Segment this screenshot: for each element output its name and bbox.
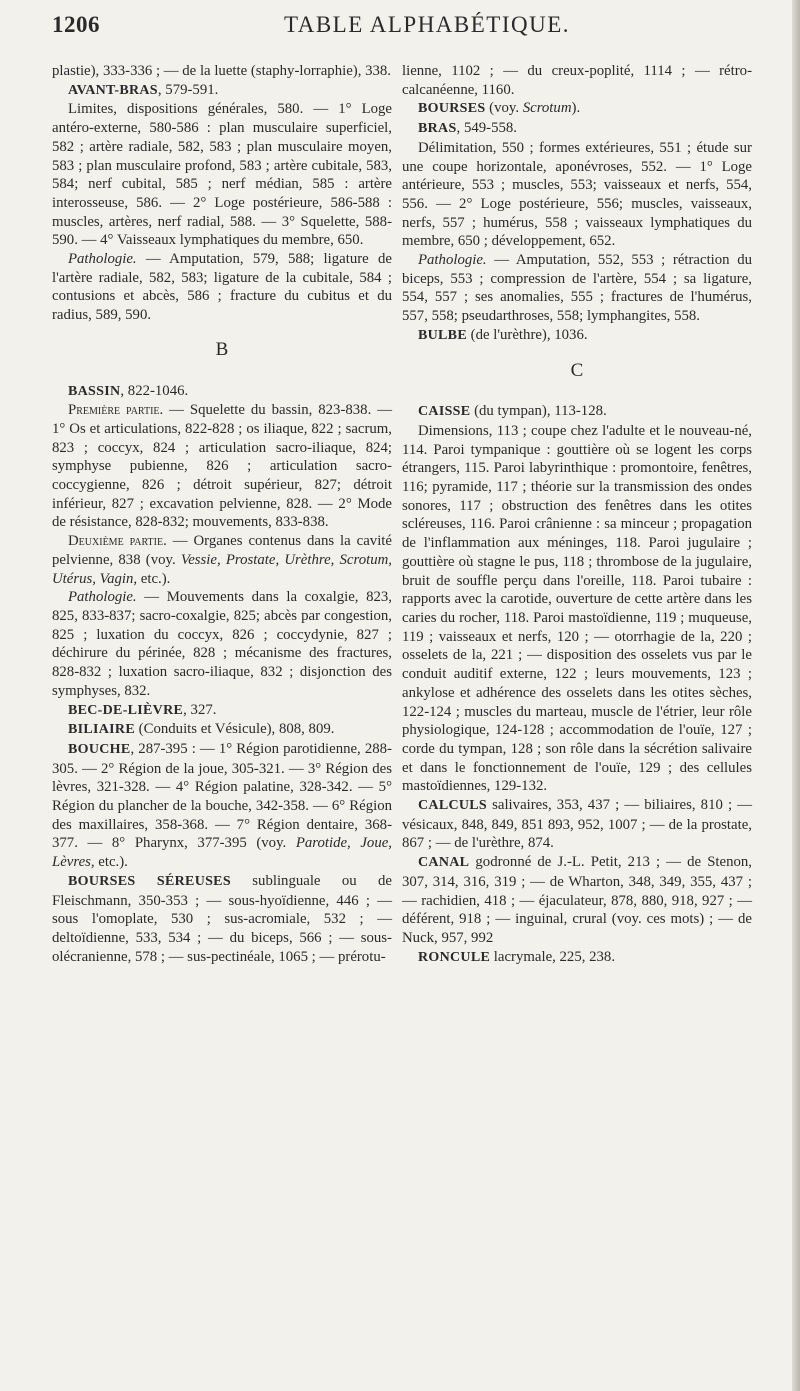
headword: RONCULE — [418, 949, 491, 965]
subentry-pathologie: Pathologie. — Amputation, 579, 588; ligature de l'artère radiale, 582, 583; ligature de la cubitale, 584 ; contusions et abcès, 586 ; fracture du cubitus et du radius, 589, 590. — [52, 251, 392, 324]
subentry-pathologie: Pathologie. — Amputation, 552, 553 ; rétraction du biceps, 553 ; compression de l'artère, 554 ; sa ligature, 554, 557 ; ses anomalies, 555 ; fractures de l'humérus, 557, 558; pseudarthroses, 558; lymphangites, 558. — [402, 252, 752, 325]
entry-continuation: plastie), 333-336 ; — de la luette (staphy-lorraphie), 338. — [52, 63, 391, 79]
headword: BASSIN — [68, 383, 121, 399]
page-edge-shadow — [792, 0, 800, 1391]
subentry-pathologie: Pathologie. — Mouvements dans la coxalgie, 823, 825, 833-837; sacro-coxalgie, 825; abcès par congestion, 825 ; luxation du coccyx, 826 ; coccydynie, 827 ; déchirure du périnée, 828 ; mécanisme des fractures, 828-832 ; luxation sacro-iliaque, 832 ; disjonction des symphyses, 832. — [52, 589, 392, 699]
entry-bras: BRAS, 549-558. — [418, 120, 517, 137]
right-column — [402, 62, 752, 967]
subentry-limites: Limites, dispositions générales, 580. — 1° Loge antéro-externe, 580-586 : plan musculaire superficiel, 582 ; artère radiale, 582, 583 ; plan musculaire moyen, 583 ; plan musculaire profond, 583 ; artère cubitale, 583, 584; nerf cubital, 585 ; nerf médian, 585 : artère interosseuse, 586. — 2° Loge postérieure, 586-588 : muscles, artères, nerf radial, 588. — 3° Squelette, 588-590. — 4° Vaisseaux lymphatiques du membre, 650. — [52, 101, 392, 249]
subentry-dimensions: Dimensions, 113 ; coupe chez l'adulte et le nouveau-né, 114. Paroi tympanique : gouttière où se logent les corps étrangers, 115. Paroi labyrinthique : promontoire, fenêtres, 116; pyramide, 117 ; théorie sur la transmission des ondes sonores, 117 ; obstruction des fenêtres dans les otites scléreuses, 116. Paroi crânienne : sa minceur ; propagation de l'inflammation aux méninges, 118. Paroi jugulaire ; gouttière où stagne le pus, 118 ; thrombose de la jugulaire, bruit de souffle perçu dans l'oreille, 118. Paroi tubaire : rapports avec la carotide, ouverture de cette artère dans les caries du rocher, 118. Paroi mastoïdienne, 119 ; muqueuse, 119 ; vaisseaux et nerfs, 120 ; — otorrhagie de la, 220 ; osselets de la, 221 ; — disposition des osselets vus par le conduit auditif externe, 122 ; leurs mouvements, 123 ; ankylose et adhérence des osselets dans les otites sèches, 122-124 ; muscles du marteau, muscle de l'étrier, leur rôle physiologique, 124-128 ; accommodation de l'ouïe, 127 ; corde du tympan, 128 ; son rôle dans la sécrétion salivaire et dans le fonctionnement de l'ouïe, 129 ; des cellules mastoïdiennes, 129-132. — [402, 422, 752, 795]
section-letter-c: C — [570, 359, 584, 381]
page-number: 1206 — [52, 12, 100, 37]
entry-bouche: BOUCHE, 287-395 : — 1° Région parotidienne, 288-305. — 2° Région de la joue, 305-321. — 3° Région des lèvres, 321-328. — 4° Région palatine, 328-342. — 5° Région du plancher de la bouche, 342-358. — 6° Région des maxillaires, 358-368. — 7° Région dentaire, 368-377. — 8° Pharynx, 377-395 (voy. Parotide, Joue, Lèvres, etc.). — [52, 740, 392, 871]
section-letter-b: B — [215, 338, 229, 360]
entry-bassin: BASSIN, 822-1046. — [68, 382, 189, 399]
headword: BEC-DE-LIÈVRE — [68, 702, 184, 718]
entry-bec-de-lievre: BEC-DE-LIÈVRE, 327. — [68, 701, 217, 718]
entry-biliaire: BILIAIRE (Conduits et Vésicule), 808, 809. — [68, 721, 335, 738]
headword: BRAS — [418, 121, 457, 137]
headword: AVANT-BRAS — [68, 82, 158, 98]
entry-avant-bras: AVANT-BRAS, 579-591. — [68, 81, 219, 98]
subentry-premiere-partie: Première partie. — Squelette du bassin, 823-838. — 1° Os et articulations, 822-828 ; os iliaque, 822 ; sacrum, 823 ; coccyx, 824 ; articulation sacro-iliaque, 824; symphyse pubienne, 826 ; articulation sacro-coccygienne, 826 ; détroit supérieur, 827; détroit inférieur, 827 ; excavation pelvienne, 828. — 2° Mode de résistance, 828-832; mouvements, 833-838. — [52, 402, 392, 531]
subentry-deuxieme-partie: Deuxième partie. — Organes contenus dans la cavité pelvienne, 838 (voy. Vessie, Prostate, Urèthre, Scrotum, Utérus, Vagin, etc.). — [52, 533, 392, 587]
left-column — [52, 62, 392, 966]
entry-continuation: lienne, 1102 ; — du creux-poplité, 1114 ; — rétro-calcanéenne, 1160. — [402, 63, 752, 98]
entry-bourses-sereuses: BOURSES SÉREUSES sublinguale ou de Fleischmann, 350-353 ; — sous-hyoïdienne, 446 ; — sous l'omoplate, 530 ; sus-acromiale, 532 ; — deltoïdienne, 533, 534 ; — du biceps, 566 ; — sous-olécranienne, 578 ; — sus-pectinéale, 1065 ; — prérotu- — [52, 872, 392, 965]
headword: BILIAIRE — [68, 722, 135, 738]
entry-caisse: CAISSE (du tympan), 113-128. — [418, 403, 607, 420]
running-title: TABLE ALPHABÉTIQUE. — [284, 12, 571, 37]
entry-bulbe: BULBE (de l'urèthre), 1036. — [418, 326, 588, 343]
headword: CALCULS — [418, 798, 488, 814]
headword: BOUCHE — [68, 741, 131, 757]
entry-canal: CANAL godronné de J.-L. Petit, 213 ; — de Stenon, 307, 314, 316, 319 ; — de Wharton, 348, 349, 355, 437 ; — rachidien, 418 ; — éjaculateur, 878, 880, 918, 927 ; — déférent, 918 ; — inguinal, crural (voy. ces mots) ; — de Nuck, 957, 992 — [402, 854, 752, 946]
entry-roncule: RONCULE lacrymale, 225, 238. — [418, 948, 616, 965]
subentry-delimitation: Délimitation, 550 ; formes extérieures, 551 ; étude sur une coupe horizontale, aponévroses, 552. — 1° Loge antérieure, 553 ; muscles, 553; vaisseaux et nerfs, 554, 556. — 2° Loge postérieure, 556; muscles, vaisseaux, nerfs, 557 ; humérus, 558 ; vaisseaux lymphatiques du membre, 650 ; développement, 652. — [402, 139, 752, 250]
entry-bourses: BOURSES (voy. Scrotum). — [418, 100, 581, 117]
headword: BOURSES — [418, 101, 486, 117]
headword: CAISSE — [418, 404, 471, 420]
headword: CANAL — [418, 855, 470, 871]
page-header — [52, 12, 792, 42]
entry-calculs: CALCULS salivaires, 353, 437 ; — biliaires, 810 ; — vésicaux, 848, 849, 851 893, 952, 1007 ; — de la prostate, 867 ; — de l'urèthre, 874. — [402, 797, 752, 852]
headword: BOURSES SÉREUSES — [68, 873, 231, 889]
headword: BULBE — [418, 327, 467, 343]
